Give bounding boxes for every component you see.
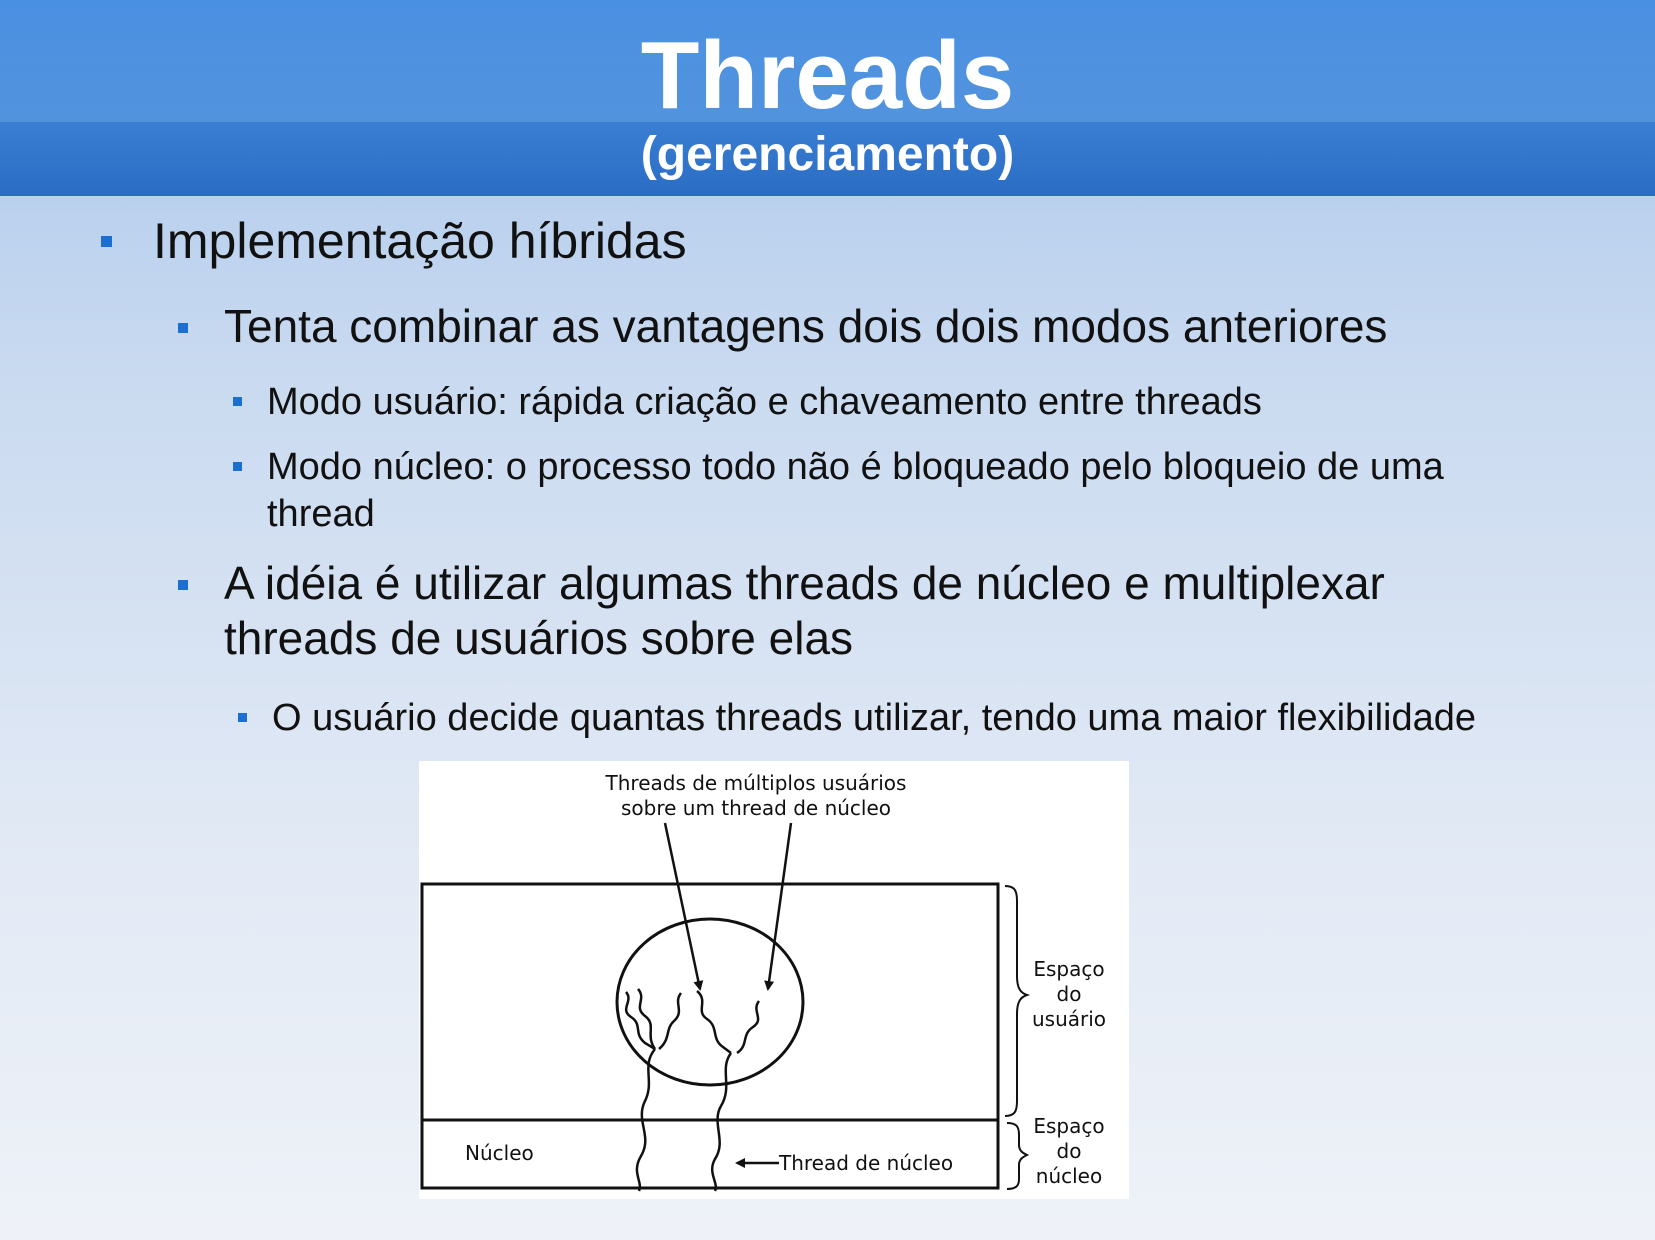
bullet-marker xyxy=(238,713,247,722)
kernel-thread-label: Thread de núcleo xyxy=(779,1151,954,1175)
bullet-marker xyxy=(178,323,188,333)
process-circle xyxy=(617,919,803,1085)
kernel-space-label-line3: núcleo xyxy=(1035,1164,1103,1188)
slide-title: Threads xyxy=(640,22,1015,129)
bullet-marker xyxy=(233,462,242,471)
bullet-marker xyxy=(178,580,188,590)
bullet-modo-nucleo-line1: Modo núcleo: o processo todo não é bloqueado pelo bloqueio de uma xyxy=(267,446,1444,488)
diagram-caption-line2: sobre um thread de núcleo xyxy=(620,796,892,820)
caption-arrow-right xyxy=(768,823,791,989)
user-thread-3 xyxy=(659,993,681,1049)
kernel-space-label-line2: do xyxy=(1056,1139,1082,1163)
slide-subtitle: (gerenciamento) xyxy=(640,128,1015,181)
user-space-label-line3: usuário xyxy=(1031,1007,1107,1031)
bullet-tenta-combinar: Tenta combinar as vantagens dois dois modos anteriores xyxy=(224,300,1388,352)
caption-arrow-left xyxy=(665,823,700,989)
bullet-marker xyxy=(101,236,112,247)
bullet-marker xyxy=(233,397,242,406)
user-space-label-line2: do xyxy=(1056,982,1082,1006)
user-space-label-line1: Espaço xyxy=(1033,957,1105,981)
kernel-thread-2 xyxy=(712,1053,731,1191)
bullet-ideia-line2: threads de usuários sobre elas xyxy=(224,612,854,664)
bullet-modo-nucleo-line2: thread xyxy=(267,493,375,535)
user-thread-4 xyxy=(697,991,731,1053)
kernel-space-label-line1: Espaço xyxy=(1033,1114,1105,1138)
user-threads xyxy=(626,989,759,1053)
bullet-implementacao: Implementação híbridas xyxy=(153,213,687,269)
user-space-brace xyxy=(1005,886,1027,1116)
kernel-space-brace xyxy=(1007,1123,1027,1189)
diagram-caption-line1: Threads de múltiplos usuários xyxy=(605,771,907,795)
kernel-label: Núcleo xyxy=(465,1141,534,1165)
title-bar xyxy=(0,0,1655,196)
user-thread-5 xyxy=(737,1001,759,1053)
bullet-modo-usuario: Modo usuário: rápida criação e chaveamento entre threads xyxy=(267,381,1262,423)
bullet-usuario-decide: O usuário decide quantas threads utilizar, tendo uma maior flexibilidade xyxy=(272,697,1477,739)
hybrid-threads-diagram xyxy=(419,761,1129,1199)
bullet-ideia-line1: A idéia é utilizar algumas threads de núcleo e multiplexar xyxy=(224,557,1385,609)
